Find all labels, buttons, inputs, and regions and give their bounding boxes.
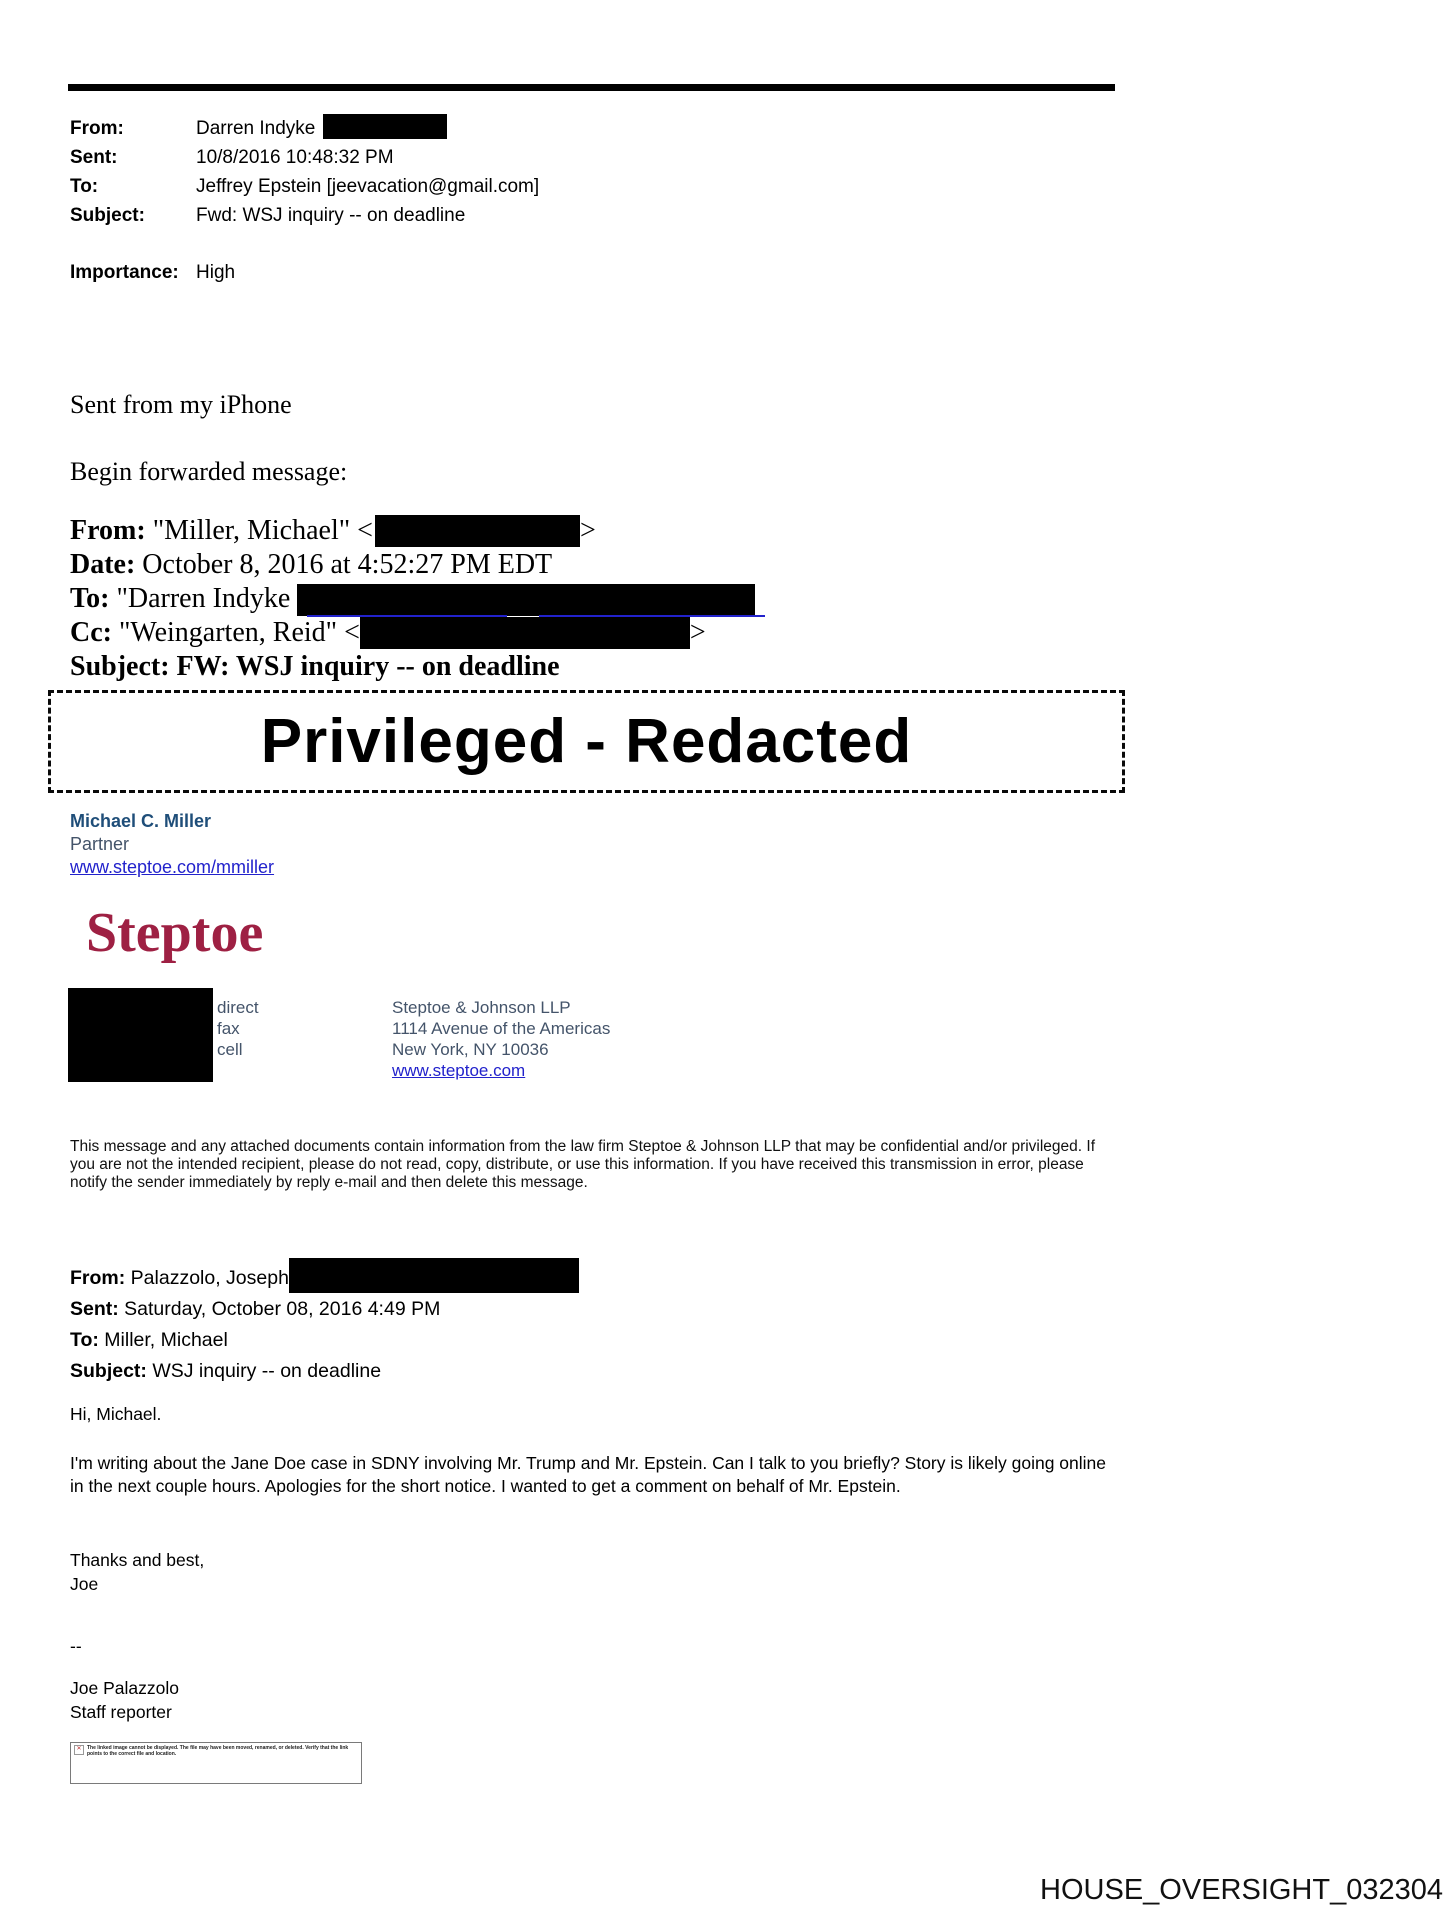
firm-name: Steptoe & Johnson LLP — [392, 998, 571, 1017]
redaction-bar — [375, 515, 580, 547]
broken-image-icon: ✕ — [74, 1745, 84, 1755]
forwarded-message-header — [70, 514, 755, 684]
subject-label: Subject: — [70, 205, 145, 226]
signature-separator: -- — [70, 1636, 82, 1656]
subject-value: Fwd: WSJ inquiry -- on deadline — [196, 205, 466, 226]
phone-label-direct: direct — [217, 998, 259, 1017]
header-row-to — [70, 172, 539, 201]
signature-title: Partner — [70, 834, 130, 854]
sender-name: Joe Palazzolo — [70, 1678, 179, 1698]
profile-link[interactable]: www.steptoe.com/mmiller — [70, 857, 275, 877]
original-row-from — [70, 1258, 579, 1294]
header-row-from — [70, 114, 539, 143]
contact-info — [68, 988, 610, 1082]
from-value: Darren Indyke — [196, 118, 316, 139]
original-row-sent — [70, 1294, 579, 1325]
forwarded-from-value: "Miller, Michael" < — [145, 515, 373, 546]
sender-title: Staff reporter — [70, 1702, 172, 1722]
redaction-block-phone-numbers — [68, 988, 213, 1082]
email-header — [70, 114, 539, 230]
header-divider-rule — [68, 84, 1115, 91]
forwarded-from-label: From: — [70, 515, 146, 546]
forwarded-row-cc — [70, 616, 755, 650]
to-value: Jeffrey Epstein [jeevacation@gmail.com] — [196, 176, 540, 197]
legal-disclaimer: This message and any attached documents contain information from the law firm Steptoe & Johnson LLP that may be confidential and/or privileged. If you are not the intended recipient, please do not read, copy, distribute, or use this information. If you have received this transmission in error, please notify the sender immediately by reply e-mail and then delete this message. — [70, 1138, 1096, 1191]
sender-signature — [70, 1676, 179, 1724]
to-label: To: — [70, 176, 99, 197]
forwarded-row-date — [70, 548, 755, 582]
firm-address — [392, 988, 610, 1082]
redaction-bar — [297, 584, 755, 616]
redacted-link-underline — [539, 615, 765, 617]
body-closing — [70, 1548, 204, 1596]
original-row-subject — [70, 1356, 579, 1387]
forwarded-row-subject — [70, 650, 755, 684]
broken-image-text: The linked image cannot be displayed. The file may have been moved, renamed, or deleted. Verify that the link points to the correct file and location. — [87, 1745, 349, 1757]
forwarded-to-value: "Darren Indyke — [109, 583, 298, 614]
firm-address-line1: 1114 Avenue of the Americas — [392, 1019, 611, 1038]
forwarded-date-label: Date: — [70, 549, 136, 580]
header-row-sent — [70, 143, 539, 172]
original-sent-label: Sent: — [70, 1298, 119, 1320]
sent-label: Sent: — [70, 147, 118, 168]
sent-value: 10/8/2016 10:48:32 PM — [196, 147, 394, 168]
forwarded-date-value: October 8, 2016 at 4:52:27 PM EDT — [135, 549, 553, 580]
privileged-redacted-stamp — [48, 690, 1125, 793]
signature-block — [70, 810, 274, 879]
forward-intro: Begin forwarded message: — [70, 457, 348, 486]
forwarded-from-suffix: > — [579, 515, 596, 546]
forwarded-subject-value: FW: WSJ inquiry -- on deadline — [169, 651, 560, 682]
original-subject-value: WSJ inquiry -- on deadline — [146, 1360, 382, 1382]
steptoe-logo: Steptoe — [86, 902, 264, 964]
redacted-link-underline — [307, 615, 507, 617]
original-to-value: Miller, Michael — [98, 1329, 228, 1351]
phone-label-fax: fax — [217, 1019, 240, 1038]
redaction-bar — [323, 114, 447, 139]
forwarded-cc-label: Cc: — [70, 617, 112, 648]
original-message-header — [70, 1258, 579, 1387]
importance-value: High — [196, 262, 236, 283]
forwarded-subject-label: Subject: — [70, 651, 170, 682]
body-paragraph: I'm writing about the Jane Doe case in SDNY involving Mr. Trump and Mr. Epstein. Can I talk to you briefly? Story is likely going online in the next couple hours. Apologies for the short notice. I wanted to get a comment on behalf of Mr. Epstein. — [70, 1453, 1107, 1496]
original-to-label: To: — [70, 1329, 99, 1351]
phone-labels — [217, 988, 392, 1082]
closing-line: Thanks and best, — [70, 1550, 205, 1570]
firm-website-link[interactable]: www.steptoe.com — [392, 1061, 526, 1080]
mobile-signature: Sent from my iPhone — [70, 390, 292, 419]
original-from-label: From: — [70, 1267, 126, 1289]
header-row-subject — [70, 201, 539, 230]
broken-image-row — [74, 1745, 358, 1757]
forwarded-cc-value: "Weingarten, Reid" < — [111, 617, 360, 648]
original-row-to — [70, 1325, 579, 1356]
forwarded-to-label: To: — [70, 583, 110, 614]
signature-name: Michael C. Miller — [70, 811, 212, 831]
importance-label: Importance: — [70, 262, 179, 283]
header-row-importance — [70, 262, 235, 284]
original-sent-value: Saturday, October 08, 2016 4:49 PM — [118, 1298, 441, 1320]
redaction-bar — [360, 617, 690, 649]
privileged-stamp-text: Privileged - Redacted — [260, 707, 913, 776]
original-from-value: Palazzolo, Joseph — [125, 1267, 289, 1289]
redaction-bar — [289, 1258, 579, 1293]
body-greeting: Hi, Michael. — [70, 1404, 162, 1424]
phone-label-cell: cell — [217, 1040, 243, 1059]
forwarded-cc-suffix: > — [689, 617, 706, 648]
broken-image-placeholder — [70, 1742, 362, 1784]
firm-address-line2: New York, NY 10036 — [392, 1040, 549, 1059]
signoff-name: Joe — [70, 1574, 99, 1594]
original-subject-label: Subject: — [70, 1360, 147, 1382]
forwarded-row-from — [70, 514, 755, 548]
from-label: From: — [70, 118, 124, 139]
bates-number: HOUSE_OVERSIGHT_032304 — [1040, 1874, 1443, 1906]
forwarded-row-to — [70, 582, 755, 616]
